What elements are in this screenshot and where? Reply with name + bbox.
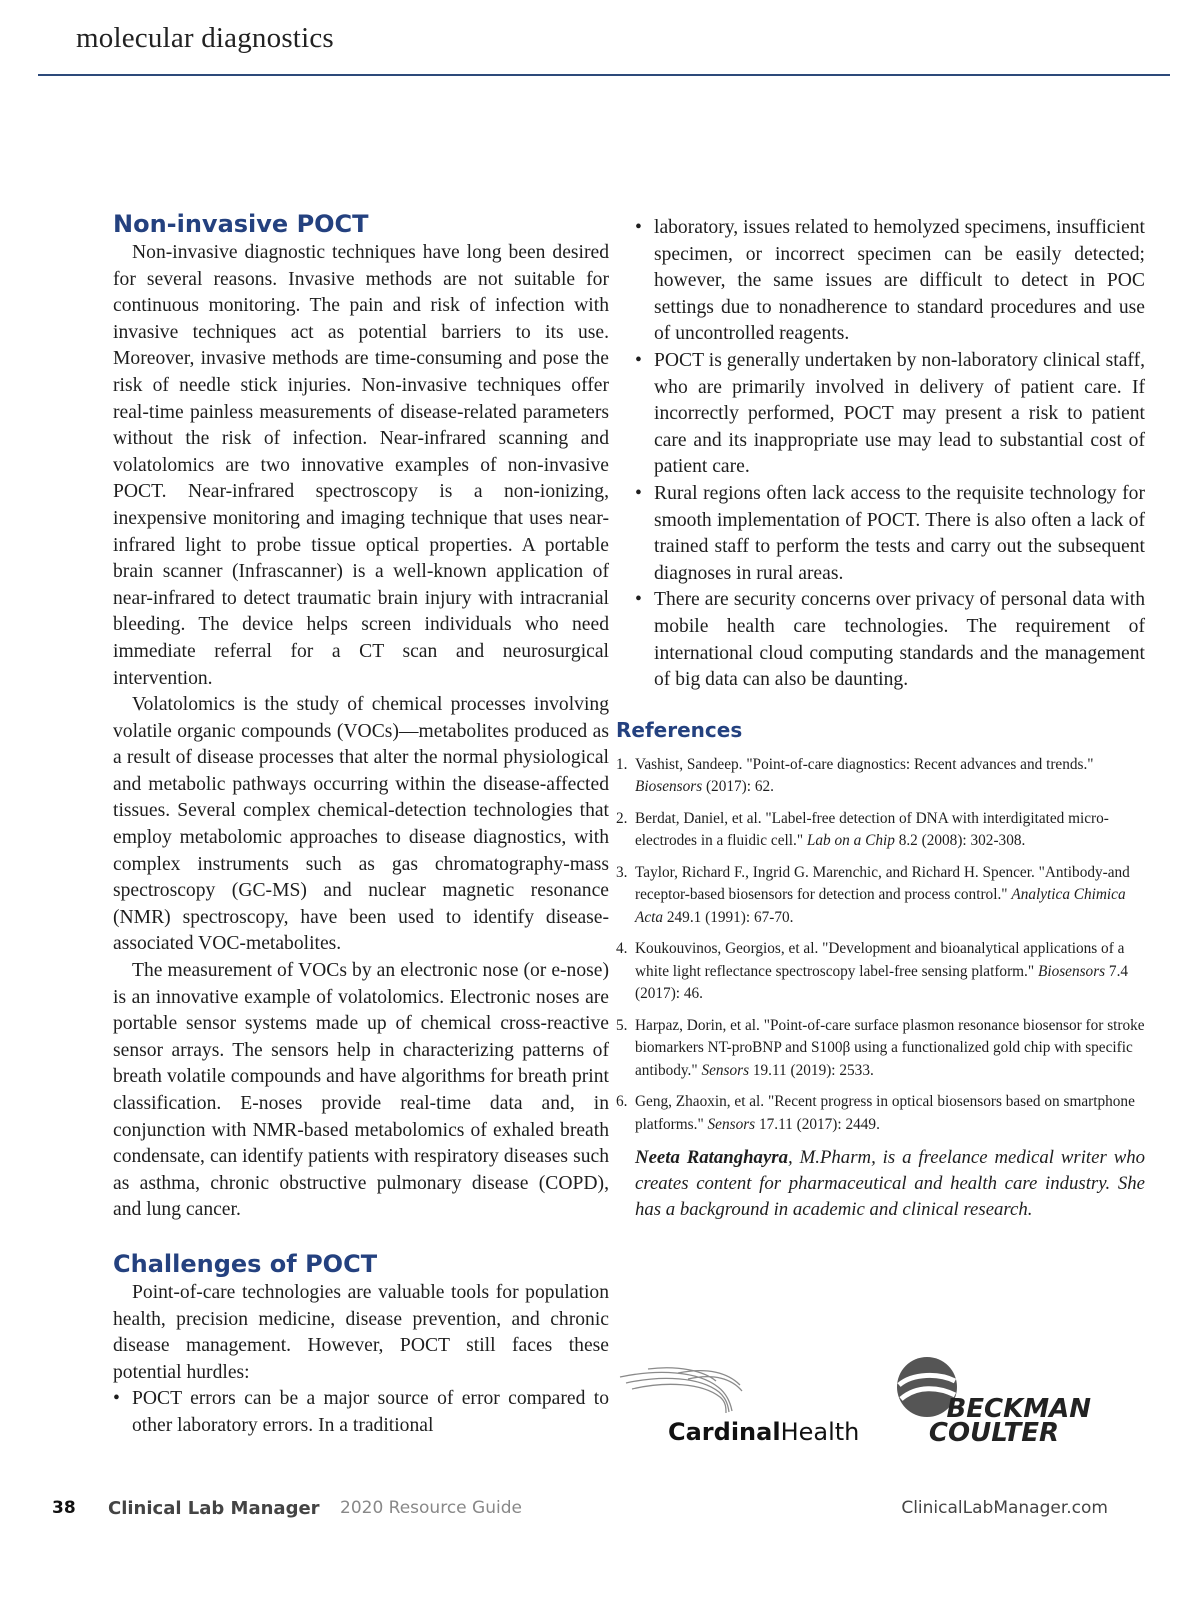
reference-journal: Biosensors (1037, 962, 1106, 980)
website-link[interactable]: ClinicalLabManager.com (901, 1498, 1108, 1518)
reference-citation: 8.2 (2008): 302-308. (894, 832, 1026, 850)
cardinal-logo-text: CardinalHealth (668, 1418, 860, 1446)
references-heading: References (616, 717, 743, 742)
list-item: • POCT errors can be a major source of error compared to other laboratory errors. In a traditional (113, 1386, 609, 1439)
reference-number: 4. (616, 940, 628, 958)
reference-citation: (2017): 62. (702, 778, 774, 796)
reference-number: 1. (616, 755, 628, 773)
reference-number: 6. (616, 1093, 628, 1111)
coulter-logo-text: COULTER (928, 1418, 1059, 1448)
paragraph-non-invasive-1: Non-invasive diagnostic techniques have long been desired for several reasons. Invasive methods are not suitable for continuous monitoring. The pain and risk of infection with invasive techniques act as potential barriers to its use. Moreover, invasive methods are time-consuming and pose the risk of needle stick injuries. Non-invasive techniques offer real-time painless measurements of disease-related parameters without the risk of infection. Near-infrared scanning and volatolomics are two innovative examples of non-invasive POCT. Near-infrared spectroscopy is a non-ionizing, inexpensive monitoring and imaging technique that uses near-infrared light to probe tissue optical properties. A portable brain scanner (Infrascanner) is a well-known application of near-infrared to detect traumatic brain injury with intracranial bleeding. The device helps screen individuals who need immediate referral for a CT scan and neurosurgical intervention. (113, 242, 609, 689)
reference-citation: 17.11 (2017): 2449. (755, 1115, 880, 1133)
reference-citation: 249.1 (1991): 67-70. (663, 908, 794, 926)
issue-title: 2020 Resource Guide (340, 1498, 522, 1518)
list-item-continued (635, 215, 1145, 348)
reference-item (616, 938, 1145, 1006)
section-label: molecular diagnostics (76, 22, 334, 54)
magazine-name: Clinical Lab Manager (108, 1498, 320, 1519)
header-rule (38, 74, 1170, 76)
reference-text: Vashist, Sandeep. "Point-of-care diagnostics: Recent advances and trends." (635, 755, 1094, 773)
cardinal-swoosh-icon (620, 1368, 742, 1413)
list-item: • POCT is generally undertaken by non-laboratory clinical staff, who are primarily involved in delivery of patient care. If incorrectly performed, POCT may present a risk to patient care and its inappropriate use may lead to substantial cost of patient care. (635, 348, 1145, 481)
reference-journal: Analytica Chimica Acta (635, 886, 1126, 926)
reference-item (616, 862, 1145, 930)
reference-item (616, 754, 1145, 799)
reference-number: 2. (616, 809, 628, 827)
challenges-list (113, 1386, 609, 1439)
paragraph-volatolomics: Volatolomics is the study of chemical processes involving volatile organic compounds (VOCs)—metabolites produced as a result of disease processes that alter the normal physiological and metabolic pathways occurring within the disease-affected tissues. Several complex chemical-detection technologies that employ metabolomic approaches to disease diagnostics, with complex instruments such as gas chromatography-mass spectroscopy (GC-MS) and nuclear magnetic resonance (NMR) spectroscopy, have been used to identify disease-associated VOC-metabolites. (113, 694, 609, 955)
reference-number: 5. (616, 1016, 628, 1034)
reference-number: 3. (616, 863, 628, 881)
list-item: • Rural regions often lack access to the requisite technology for smooth implementation of POCT. There is also often a lack of trained staff to perform the tests and carry out the subsequent diagnoses in rural areas. (635, 481, 1145, 587)
challenges-list-continued (635, 215, 1145, 694)
cardinal-health-logo (618, 1365, 860, 1449)
reference-journal: Lab on a Chip (806, 832, 895, 850)
page-footer (52, 1496, 1112, 1528)
reference-item (616, 1091, 1145, 1136)
reference-text: Harpaz, Dorin, et al. "Point-of-care surface plasmon resonance biosensor for stroke biomarkers NT-proBNP and S100β using a functionalized gold chip with specific antibody." (635, 1016, 1145, 1079)
heading-non-invasive: Non-invasive POCT (113, 210, 369, 238)
page-number: 38 (52, 1498, 76, 1518)
reference-text: Berdat, Daniel, et al. "Label-free detection of DNA with interdigitated micro-electrodes in a fluidic cell." (635, 809, 1109, 850)
reference-item (616, 808, 1145, 853)
beckman-logo-text: BECKMAN (946, 1394, 1091, 1424)
author-name: Neeta Ratanghayra (635, 1147, 788, 1169)
reference-text: Geng, Zhaoxin, et al. "Recent progress in optical biosensors based on smartphone platforms." (635, 1093, 1135, 1133)
left-column (113, 208, 609, 1440)
beckman-coulter-logo (895, 1355, 1095, 1447)
list-item-continued-text: laboratory, issues related to hemolyzed specimens, insufficient specimen, or incorrect specimen can be easily detected; however, the same issues are difficult to detect in POC settings due to nonadherence to standard procedures and use of uncontrolled reagents. (654, 217, 1145, 345)
reference-citation: 19.11 (2019): 2533. (749, 1061, 874, 1079)
reference-journal: Sensors (707, 1115, 756, 1133)
reference-text: Taylor, Richard F., Ingrid G. Marenchic, and Richard H. Spencer. "Antibody-and receptor-based biosensors for detection and process control." (635, 863, 1130, 904)
reference-journal: Sensors (701, 1061, 750, 1079)
list-item: • There are security concerns over privacy of personal data with mobile health care technologies. The requirement of international cloud computing standards and the management of big data can also be daunting. (635, 587, 1145, 693)
heading-challenges: Challenges of POCT (113, 1249, 378, 1278)
paragraph-e-nose: The measurement of VOCs by an electronic nose (or e-nose) is an innovative example of volatolomics. Electronic noses are portable sensor systems made up of chemical cross-reactive sensor arrays. The sensors help in characterizing patterns of breath volatile compounds and have algorithms for breath print classification. E-noses provide real-time data and, in conjunction with NMR-based metabolomics of exhaled breath condensate, can identify patients with respiratory diseases such as asthma, chronic obstructive pulmonary disease (COPD), and lung cancer. (113, 960, 609, 1221)
author-bio (635, 1145, 1145, 1223)
author-bio-text: , M.Pharm, is a freelance medical writer who creates content for pharmaceutical and health care industry. She has a background in academic and clinical research. (635, 1147, 1145, 1221)
right-column (616, 215, 1145, 1223)
paragraph-challenges: Point-of-care technologies are valuable tools for population health, precision medicine, disease prevention, and chronic disease management. However, POCT still faces these potential hurdles: (113, 1281, 609, 1383)
reference-text: Koukouvinos, Georgios, et al. "Development and bioanalytical applications of a white light reflectance spectroscopy label-free sensing platform." (635, 940, 1125, 980)
reference-item (616, 1015, 1145, 1083)
references-list (616, 754, 1145, 1137)
reference-journal: Biosensors (635, 778, 703, 796)
reference-citation: 7.4 (2017): 46. (635, 962, 1129, 1003)
